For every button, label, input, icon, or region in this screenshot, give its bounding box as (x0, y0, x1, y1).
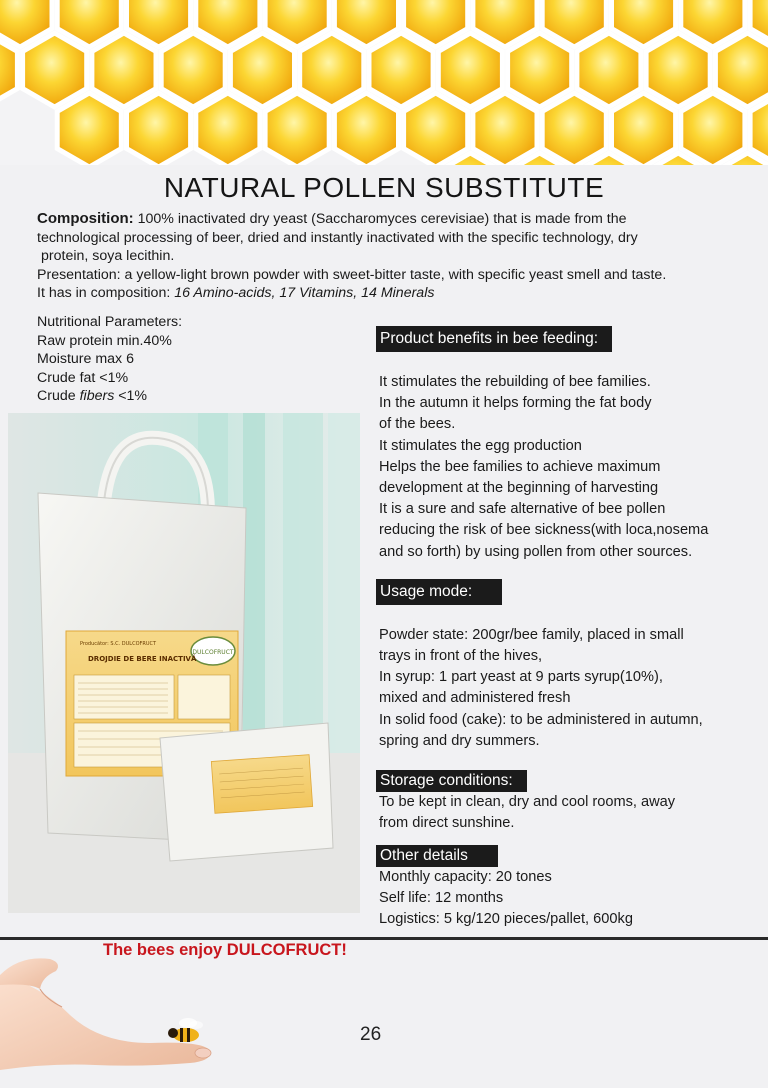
bee-icon (168, 1018, 203, 1042)
honeycomb-cell (369, 33, 433, 107)
benefits-section (376, 326, 756, 563)
usage-line: In syrup: 1 part yeast at 9 parts syrup(10%), (379, 669, 663, 686)
honeycomb-cell (715, 33, 768, 107)
honeycomb-cell (438, 33, 502, 107)
usage-line: In solid food (cake): to be administered in autumn, (379, 711, 703, 728)
other-details-header: Other details (376, 845, 498, 867)
honeycomb-cell (508, 33, 572, 107)
benefit-line: and so forth) by using pollen from other sources. (379, 543, 693, 560)
usage-line: trays in front of the hives, (379, 648, 543, 665)
nutrition-fat: Crude fat <1% (37, 369, 129, 386)
bag-header-line: Producător: S.C. DULCOFRUCT (80, 641, 157, 647)
page-number: 26 (360, 1024, 382, 1045)
honeycomb-cell (92, 33, 156, 107)
composition-label: Composition: (37, 210, 134, 227)
has-composition-items: 16 Amino-acids, 17 Vitamins, 14 Minerals (174, 285, 435, 302)
brand-badge: DULCOFRUCT (192, 649, 234, 656)
honeycomb-cell (300, 33, 364, 107)
other-details-section (376, 845, 756, 931)
benefit-line: reducing the risk of bee sickness(with loca,nosema (379, 522, 709, 539)
honeycomb-cell (473, 93, 537, 165)
benefit-line: development at the beginning of harvesting (379, 480, 659, 497)
composition-line-1: 100% inactivated dry yeast (Saccharomyces cerevisiae) that is made from the (133, 211, 627, 227)
nutrition-block (37, 313, 367, 406)
honeycomb-cell (127, 93, 191, 165)
presentation-text: Presentation: a yellow-light brown powder with sweet-bitter taste, with specific yeast smell and taste. (37, 266, 667, 283)
product-photo (8, 413, 360, 913)
nutrition-protein: Raw protein min.40% (37, 332, 172, 349)
other-line: Monthly capacity: 20 tones (379, 868, 552, 885)
benefit-line: In the autumn it helps forming the fat body (379, 395, 652, 412)
nutrition-fibers: Crude fibers <1% (37, 388, 148, 405)
honeycomb-cell (161, 33, 225, 107)
other-line: Logistics: 5 kg/120 pieces/pallet, 600kg (379, 911, 633, 928)
nutrition-moisture: Moisture max 6 (37, 351, 134, 368)
usage-line: spring and dry summers. (379, 732, 540, 749)
honeycomb-cells (0, 0, 768, 165)
honeycomb-cell (681, 93, 745, 165)
bag-label: DROJDIE DE BERE INACTIVĂ (88, 655, 197, 663)
storage-line: from direct sunshine. (379, 815, 515, 832)
honeycomb-cell (57, 93, 121, 165)
honeycomb-cell (404, 93, 468, 165)
details-column (376, 326, 756, 930)
honeycomb-cell (612, 93, 676, 165)
honeycomb-cell (334, 93, 398, 165)
honeycomb-cell (230, 33, 294, 107)
page-title: NATURAL POLLEN SUBSTITUTE (163, 172, 605, 203)
usage-line: mixed and administered fresh (379, 690, 571, 707)
storage-header: Storage conditions: (376, 770, 527, 792)
usage-line: Powder state: 200gr/bee family, placed in small (379, 626, 684, 643)
honeycomb-banner (0, 0, 768, 165)
hand-with-bee-illustration (0, 955, 230, 1073)
other-line: Self life: 12 months (379, 890, 504, 907)
has-composition-prefix: It has in composition: (37, 285, 175, 302)
benefit-line: Helps the bee families to achieve maximum (379, 458, 661, 475)
honeycomb-cell (646, 33, 710, 107)
honeycomb-cell (542, 93, 606, 165)
nutrition-heading: Nutritional Parameters: (37, 314, 183, 330)
composition-line-2: technological processing of beer, dried and instantly inactivated with the specific technology, dry (37, 229, 638, 246)
storage-line: To be kept in clean, dry and cool rooms, away (379, 794, 676, 811)
usage-section (376, 579, 756, 752)
honeycomb-cell (196, 93, 260, 165)
slogan: The bees enjoy DULCOFRUCT! (103, 941, 347, 959)
composition-line-3: protein, soya lecithin. (41, 248, 175, 265)
benefit-line: of the bees. (379, 416, 456, 433)
benefit-line: It is a sure and safe alternative of bee pollen (379, 501, 666, 518)
composition-block (37, 210, 747, 303)
benefit-line: It stimulates the rebuilding of bee families. (379, 374, 651, 390)
benefits-header: Product benefits in bee feeding: (376, 326, 612, 352)
usage-header: Usage mode: (376, 579, 502, 605)
storage-section (376, 770, 756, 835)
honeycomb-cell (577, 33, 641, 107)
honeycomb-cell (23, 33, 87, 107)
benefit-line: It stimulates the egg production (379, 437, 582, 454)
honeycomb-cell (265, 93, 329, 165)
footer-divider (0, 937, 768, 940)
